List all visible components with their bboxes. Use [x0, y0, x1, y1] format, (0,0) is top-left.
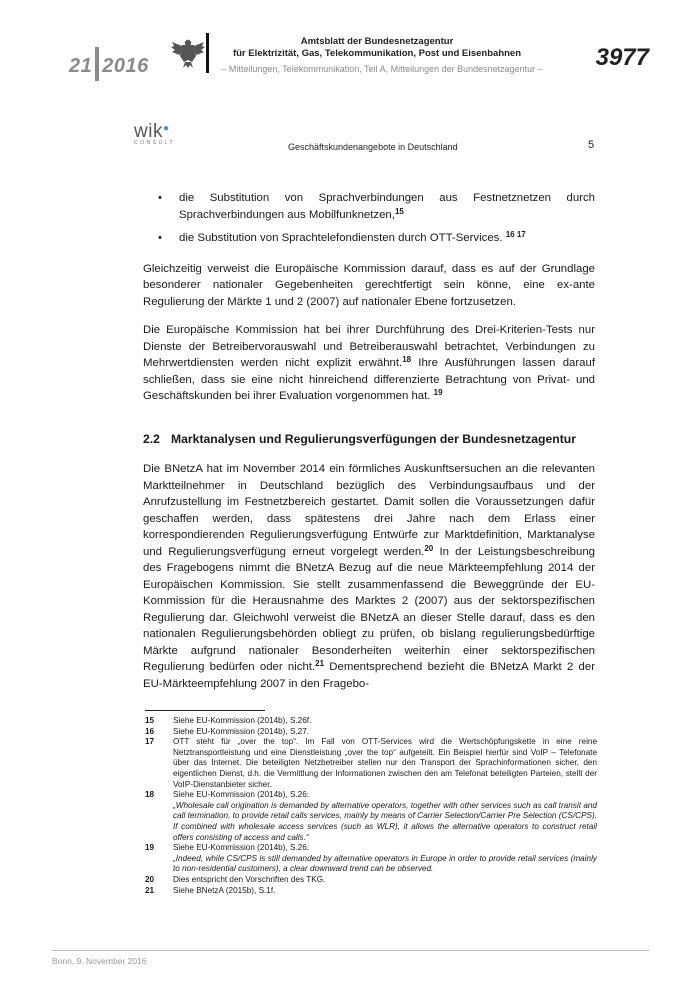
footnote-ref: 20 [424, 543, 434, 553]
gazette-page-number: 3977 [595, 44, 649, 71]
bullet-text: die Substitution von Sprachtelefondiensten durch OTT-Services. [179, 232, 503, 244]
bullet-text: die Substitution von Sprachverbindungen aus Festnetznetzen durch Sprachverbindungen aus Mobilfunknetzen, [179, 192, 595, 221]
list-item [143, 190, 595, 223]
issue-year: 2016 [102, 55, 149, 77]
paragraph: Die Europäische Kommission hat bei ihrer Durchführung des Drei-Kriterien-Tests nur Dienste der Betreibervorauswahl und Betreiberauswahl betrachtet, Verbindungen zu Mehrwertdiensten werden nicht explizit erwähnt.$^{18}$ Ihre Ausführungen lassen darauf schließen, dass sie eine nicht hinreichend differenzierte Betrachtung von Privat- und Geschäftskunden bei ihrer Evaluation vorgenommen hat. $^{19}$ [143, 324, 595, 402]
main-text [143, 190, 595, 704]
gazette-title-line1: Amtsblatt der Bundesnetzagentur [300, 36, 454, 47]
issue-number: 21 [69, 55, 93, 77]
wik-logo [134, 121, 182, 146]
footnote-ref: 16 17 [505, 230, 526, 239]
header-divider [206, 33, 209, 73]
section-number: 2.2 [143, 431, 160, 446]
footnote: 19 Siehe EU-Kommission (2014b), S.26: „Indeed, while CS/CPS is still demanded by alternative operators in Europe in order to provide retail services (mainly to non-residential customers), a clear downward trend can be observed. [145, 843, 597, 874]
federal-eagle-icon [170, 34, 206, 70]
bullet-list [143, 190, 595, 247]
list-item [143, 230, 595, 247]
paragraph: Gleichzeitig verweist die Europäische Kommission darauf, dass es auf der Grundlage besonderer nationaler Gegebenheiten gerechtfertigt sein könne, eine ex-ante Regulierung der Märkte 1 und 2 (2007) auf nationaler Ebene fortzusetzen. [143, 262, 595, 308]
wik-logo-text: wik [134, 121, 163, 142]
paragraph: Die BNetzA hat im November 2014 ein förmliches Auskunftsersuchen an die relevanten Marktteilnehmer in Deutschland bezüglich des Verbindungsaufbaus und der Anrufzustellung im Festnetzbereich gestartet. Damit sollen die Voraussetzungen dafür geschaffen werden, dass spätestens drei Jahre nach dem Erlass einer korrespondierenden Regulierungsverfügung Entwürfe zur Marktdefinition, Marktanalyse und Regulierungsverfügung erneut vorgelegt werden.$^{20}$ In der Leistungsbeschreibung des Fragebogens nimmt die BNetzA Bezug auf die neue Märkteempfehlung 2014 der Europäischen Kommission. Sie stellt zusammenfassend die Beweggründe der EU- Kommission für die Herausnahme des Marktes 2 (2007) aus der sektorspezifischen Regulierung dar. Gleichwohl verweist die BNetzA an dieser Stelle darauf, dass es den nationalen Regulierungsbehörden obliegt zu prüfen, ob bislang regulierungsbedürftige Märkte aufgrund nationaler Besonderheiten weiterhin einer sektorspezifischen Regulierung bedürfen oder nicht.$^{21}$ Dementsprechend bezieht die BNetzA Markt 2 der EU-Märkteempfehlung 2007 in den Fragebo- [143, 463, 595, 690]
gazette-title-line2: für Elektrizität, Gas, Telekommunikation, Post und Eisenbahnen [232, 48, 522, 59]
footer-date: Bonn, 9. November 2016 [52, 956, 147, 966]
report-title: Geschäftskundenangebote in Deutschland [288, 142, 458, 152]
issue-label [69, 47, 149, 81]
logo-dot-icon: ● [162, 123, 170, 134]
footnote: 16 Siehe EU-Kommission (2014b), S.27. [145, 726, 310, 736]
footnote: 17 OTT steht für „over the top“. Im Fall von OTT-Services wird die Wertschöpfungskette in eine reine Netztransportleistung und eine Dienstleistung „over the top“ aufgeteilt. Ein Beispiel hierfür sind VoIP – Telefonate über das Internet. Die beteiligten Netzbetreiber stellen nur den Transport der Sprachinformationen sicher, den eigentlichen Dienst, d.h. die Vermittlung der Informationen zwischen den am Telefonat beteiligten Parteien, stellt der VoIP-Dienstanbieter sicher. [145, 737, 597, 789]
section-heading [143, 431, 595, 448]
gazette-title [212, 36, 542, 60]
footer-rule [52, 950, 649, 951]
footnote: 15 Siehe EU-Kommission (2014b), S.26f. [145, 716, 312, 725]
footnote: 21 Siehe BNetzA (2015b), S.1f. [145, 885, 276, 895]
issue-separator [95, 47, 99, 81]
gazette-subtitle: – Mitteilungen, Telekommunikation, Teil A, Mitteilungen der Bundesnetzagentur – [221, 64, 543, 74]
footnote-ref: 19 [433, 388, 443, 397]
footnote: 20 Dies entspricht den Vorschriften des TKG. [145, 874, 326, 884]
footnote: 18 Siehe EU-Kommission (2014b), S.26: „Wholesale call origination is demanded by alternative operators, together with other services such as call transit and call termination, to provide retail calls services, mainly by means of Carrier Selection/Carrier Pre Selection (CS/CPS). If combined with wholesale access services (such as WLR), it allows the alternative operators to construct retail offers consisting of access and calls.“ [145, 790, 597, 842]
footnote-ref: 18 [402, 355, 412, 364]
footnote-ref: 15 [394, 206, 404, 216]
footnote-ref: 21 [315, 659, 325, 668]
footnote-rule [145, 710, 265, 711]
footnotes [145, 716, 597, 896]
report-page-number: 5 [588, 139, 595, 151]
wik-logo-sub: CONSULT [134, 140, 176, 146]
section-title: Marktanalysen und Regulierungsverfügungen der Bundesnetzagentur [171, 431, 576, 446]
